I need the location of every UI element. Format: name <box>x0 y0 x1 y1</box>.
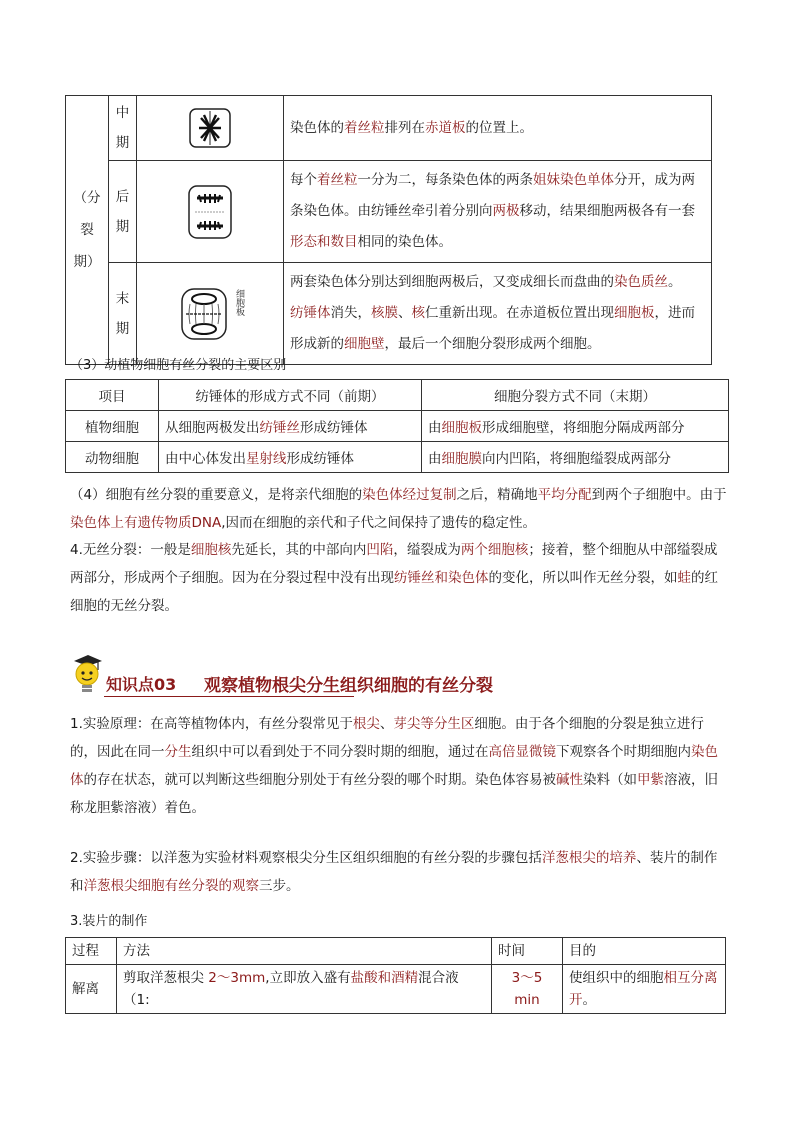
highlight-text: 2～3mm <box>208 970 266 986</box>
body-text: 混合液（1: <box>123 970 459 1008</box>
highlight-text: 细胞壁 <box>344 336 385 352</box>
body-text: 细胞。由于各个细胞的分裂是独立进行的，因此在同一 <box>70 716 704 760</box>
lightbulb-graduate-icon <box>70 652 104 696</box>
highlight-text: 平均分配 <box>537 487 592 503</box>
highlight-text: 染色体 <box>70 744 718 788</box>
metaphase-figure-cell <box>137 96 284 161</box>
heading-underline <box>104 696 354 697</box>
highlight-text: 纺锤丝和染色体 <box>394 570 489 586</box>
side-text: 期） <box>73 254 101 270</box>
highlight-text: 芽尖等分生区 <box>393 716 475 732</box>
body-text: 、 <box>398 305 412 321</box>
table-header: 过程 <box>66 938 117 965</box>
highlight-text: 蛙 <box>677 570 691 586</box>
table-header: 项目 <box>66 380 159 411</box>
highlight-text: 核 <box>411 305 425 321</box>
table-cell <box>117 965 492 1014</box>
table-row <box>66 442 729 473</box>
body-text: 染料（如 <box>583 772 637 788</box>
highlight-text: 碱性 <box>556 772 583 788</box>
row-label: 动物细胞 <box>66 442 159 473</box>
table-header: 方法 <box>117 938 492 965</box>
knowledge-point-heading <box>70 650 750 700</box>
highlight-text: 赤道板 <box>425 119 466 136</box>
table-cell <box>422 442 729 473</box>
table-cell <box>159 442 422 473</box>
slide-preparation-table <box>65 937 726 1014</box>
highlight-text: 盐酸和酒精 <box>350 970 419 986</box>
highlight-text: 细胞膜 <box>441 451 482 467</box>
body-text: 排列在 <box>384 119 425 136</box>
body-text: 分开，成为两条染色体。由纺锤丝牵引着分别向 <box>290 172 695 219</box>
body-text: 从细胞两极发出 <box>165 420 260 436</box>
animal-plant-difference-table <box>65 379 729 473</box>
anaphase-description <box>284 161 712 263</box>
body-text: 。 <box>582 992 596 1008</box>
table-header: 细胞分裂方式不同（末期） <box>422 380 729 411</box>
body-text: 组织中可以看到处于不同分裂时期的细胞，通过在 <box>191 744 489 760</box>
highlight-text: 染色体经过复制 <box>362 487 457 503</box>
table-cell <box>159 411 422 442</box>
body-text: 染色体的 <box>290 119 344 136</box>
cell-plate-label: 细胞板 <box>234 289 244 316</box>
body-text: ，最后一个细胞分裂形成两个细胞。 <box>384 336 601 352</box>
highlight-text: 着丝粒 <box>317 172 358 188</box>
highlight-text: 纺锤丝 <box>259 420 300 436</box>
body-text: 由 <box>428 420 442 436</box>
body-text: 2.实验步骤：以洋葱为实验材料观察根尖分生区组织细胞的有丝分裂的步骤包括 <box>70 850 542 866</box>
highlight-text: 两极 <box>492 203 520 219</box>
body-text: 向内凹陷，将细胞缢裂成两部分 <box>482 451 671 467</box>
body-text: 形成纺锤体 <box>300 420 368 436</box>
side-text: （分 <box>73 190 101 206</box>
body-text: 的红细胞的无丝分裂。 <box>70 570 718 614</box>
body-text: 、 <box>379 716 394 732</box>
highlight-text: 相互分离开 <box>569 970 718 1008</box>
highlight-text: 洋葱根尖细胞有丝分裂的观察 <box>83 878 259 894</box>
anaphase-figure <box>185 182 235 242</box>
row-label: 解离 <box>66 965 117 1014</box>
phase-name-metaphase: 中 期 <box>109 96 137 161</box>
highlight-text: 染色质丝 <box>614 274 668 290</box>
body-text: 每个 <box>290 172 317 188</box>
telophase-figure-cell <box>137 263 284 365</box>
mitosis-significance-paragraph <box>70 481 730 537</box>
body-text: 溶液，旧称龙胆紫溶液）着色。 <box>70 772 718 816</box>
phase-name-anaphase: 后 期 <box>109 161 137 263</box>
body-text: 由 <box>428 451 442 467</box>
body-text: 消失， <box>330 305 371 321</box>
body-text: 到两个子细胞中。由于 <box>591 487 727 503</box>
highlight-text: 分生 <box>164 744 192 760</box>
body-text: 两套染色体分别达到细胞两极后，又变成细长而盘曲的 <box>290 274 614 290</box>
body-text: 移动，结果细胞两极各有一套 <box>519 203 695 219</box>
body-text: 三步。 <box>259 878 300 894</box>
body-text: 、装片的制作和 <box>70 850 718 894</box>
highlight-text: 甲紫 <box>637 772 664 788</box>
phase-group-label <box>66 96 109 365</box>
body-text: 一分为二，每条染色体的两条 <box>357 172 533 188</box>
body-text: 4.无丝分裂：一般是 <box>70 542 191 558</box>
body-text: 先延长，其的中部向内 <box>231 542 367 558</box>
body-text: 使组织中的细胞 <box>569 970 664 986</box>
table-header: 目的 <box>563 938 726 965</box>
body-text: 。 <box>668 274 682 290</box>
body-text: 的变化，所以叫作无丝分裂，如 <box>488 570 678 586</box>
body-text: ；接着，整个细胞从中部缢裂成两部分，形成两个子细胞。因为在分裂过程中没有出现 <box>70 542 718 586</box>
table-cell <box>422 411 729 442</box>
highlight-text: 细胞板 <box>441 420 482 436</box>
knowledge-point-label: 知识点03 <box>106 675 177 694</box>
metaphase-figure <box>187 106 233 150</box>
body-text: 由中心体发出 <box>165 451 246 467</box>
table-cell <box>492 965 563 1014</box>
body-text: 下观察各个时期细胞内 <box>556 744 691 760</box>
telophase-figure <box>176 283 232 345</box>
body-text: ，缢裂成为 <box>393 542 461 558</box>
highlight-text: 星射线 <box>246 451 287 467</box>
highlight-text: 染色体上有遗传物质DNA <box>70 515 222 531</box>
body-text: 仁重新出现。在赤道板位置出现 <box>425 305 614 321</box>
phase-name-telophase: 末 期 <box>109 263 137 365</box>
table-header: 时间 <box>492 938 563 965</box>
section-3-caption: （3）动植物细胞有丝分裂的主要区别 <box>70 358 287 373</box>
experiment-principle-paragraph <box>70 710 730 822</box>
highlight-text: 凹陷 <box>366 542 394 558</box>
highlight-text: 着丝粒 <box>344 119 385 136</box>
body-text: 的位置上。 <box>465 119 533 136</box>
highlight-text: 细胞核 <box>190 542 232 558</box>
body-text: （4）细胞有丝分裂的重要意义，是将亲代细胞的 <box>70 487 363 503</box>
body-text: 的存在状态，就可以判断这些细胞分别处于有丝分裂的哪个时期。染色体容易被 <box>83 772 556 788</box>
body-text: 形成纺锤体 <box>286 451 354 467</box>
experiment-steps-paragraph <box>70 844 730 900</box>
highlight-text: 形态和数目 <box>290 234 358 250</box>
metaphase-description <box>284 96 712 161</box>
knowledge-point-title: 观察植物根尖分生组织细胞的有丝分裂 <box>204 676 493 696</box>
table-row <box>66 965 726 1014</box>
body-text: ,因而在细胞的亲代和子代之间保持了遗传的稳定性。 <box>221 515 537 531</box>
highlight-text: 核膜 <box>371 305 398 321</box>
row-label: 植物细胞 <box>66 411 159 442</box>
anaphase-figure-cell <box>137 161 284 263</box>
amitosis-paragraph <box>70 536 730 620</box>
body-text: ，进而形成新的 <box>290 305 695 352</box>
body-text: ,立即放入盛有 <box>265 970 351 986</box>
table-cell <box>563 965 726 1014</box>
highlight-text: 高倍显微镜 <box>488 744 556 760</box>
telophase-description <box>284 263 712 365</box>
body-text: 1.实验原理：在高等植物体内，有丝分裂常见于 <box>70 716 353 732</box>
side-text: 裂 <box>80 222 94 238</box>
body-text: 剪取洋葱根尖 <box>123 970 209 986</box>
highlight-text: 两个细胞核 <box>460 542 529 558</box>
highlight-text: 3～5 min <box>511 970 543 1008</box>
section-slide-caption: 3.装片的制作 <box>70 914 148 929</box>
body-text: 之后，精确地 <box>456 487 538 503</box>
highlight-text: 洋葱根尖的培养 <box>541 850 637 866</box>
body-text: 相同的染色体。 <box>357 234 452 250</box>
table-header: 纺锤体的形成方式不同（前期） <box>159 380 422 411</box>
body-text: 形成细胞壁，将细胞分隔成两部分 <box>482 420 685 436</box>
mitosis-phase-table <box>65 95 712 365</box>
highlight-text: 纺锤体 <box>290 305 331 321</box>
highlight-text: 姐妹染色单体 <box>533 172 614 188</box>
highlight-text: 根尖 <box>352 716 380 732</box>
table-row <box>66 411 729 442</box>
highlight-text: 细胞板 <box>614 305 655 321</box>
